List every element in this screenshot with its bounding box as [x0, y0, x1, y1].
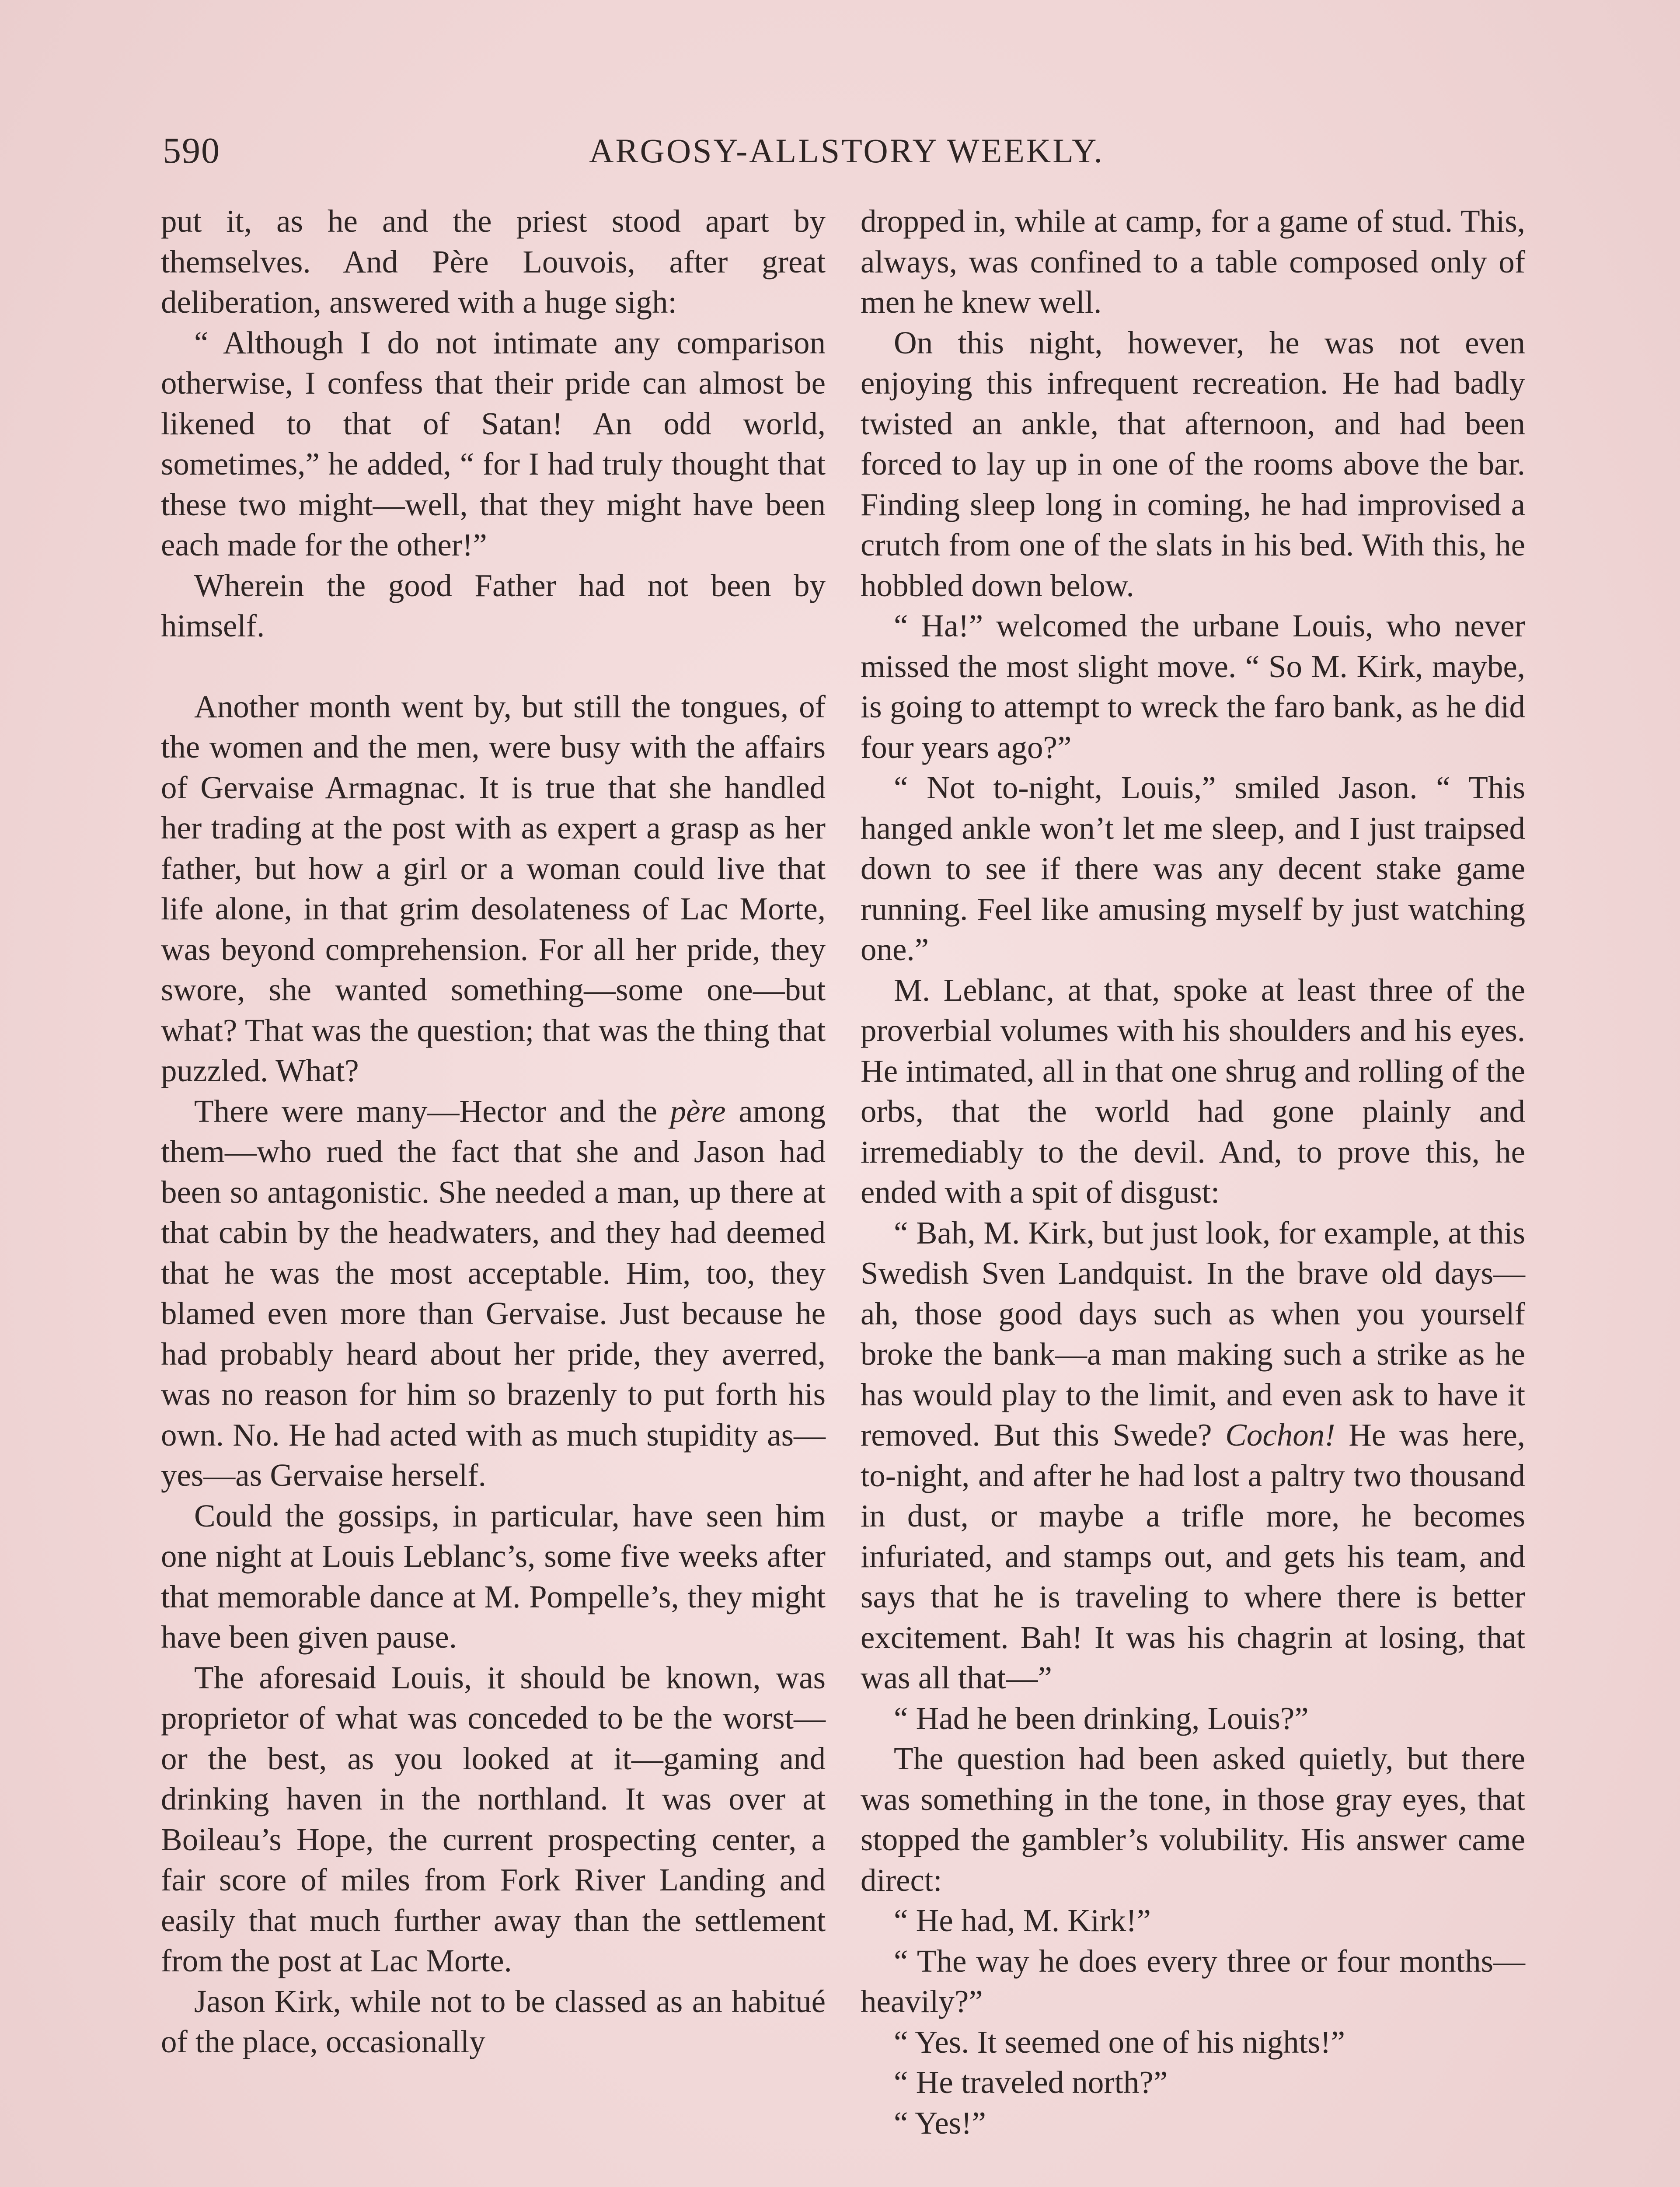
paragraph: Another month went by, but still the tongues, of the women and the men, were busy with the affairs of Gervaise Armagnac. It is true that she handled her trading at the post with as expert a grasp as her father, but how a girl or a woman could live that life alone, in that grim desolateness of Lac Morte, was beyond comprehension. For all her pride, they swore, she wanted something—some one—but what? That was the question; that was the thing that puzzled. What? [161, 688, 826, 1088]
paragraph: The aforesaid Louis, it should be known, was proprietor of what was conceded to be the worst—or the best, as you looked at it—gaming and drinking haven in the northland. It was over at Boileau’s Hope, the current prospecting center, a fair score of miles from Fork River Landing and easily that much further away than the settlement from the post at Lac Morte. [161, 1659, 826, 1978]
paragraph: M. Leblanc, at that, spoke at least three of the proverbial volumes with his shoulders and his eyes. He intimated, all in that one shrug and rolling of the orbs, that the world had gone plainly and irremediably to the devil. And, to prove this, he ended with a spit of disgust: [861, 972, 1525, 1210]
right-column [861, 201, 1525, 2143]
paragraph: “ Bah, M. Kirk, but just look, for example, at this Swedish Sven Landquist. In the brave old days—ah, those good days such as when you yourself broke the bank—a man making such a strike as he has would play to the limit, and even ask to have it removed. But this Swede? Cochon! He was here, to-night, and after he had lost a paltry two thousand in dust, or maybe a trifle more, he becomes infuriated, and stamps out, and gets his team, and says that he is traveling to where there is better excitement. Bah! It was his chagrin at losing, that was all that—” [861, 1215, 1526, 1695]
paragraph: “ Yes. It seemed one of his nights!” [894, 2024, 1345, 2060]
paragraph: put it, as he and the priest stood apart by themselves. And Père Louvois, after great deliberation, answered with a huge sigh: [161, 203, 826, 320]
paragraph: “ Ha!” welcomed the urbane Louis, who never missed the most slight move. “ So M. Kirk, maybe, is going to attempt to wreck the faro bank, as he did four years ago?” [861, 608, 1525, 765]
page-number: 590 [163, 130, 220, 171]
paragraph: “ Not to-night, Louis,” smiled Jason. “ This hanged ankle won’t let me sleep, and I just traipsed down to see if there was any decent stake game running. Feel like amusing myself by just watching one.” [861, 770, 1525, 967]
paragraph: On this night, however, he was not even enjoying this infrequent recreation. He had badly twisted an ankle, that afternoon, and had been forced to lay up in one of the rooms above the bar. Finding sleep long in coming, he had improvised a crutch from one of the slats in his bed. With this, he hobbled down below. [861, 325, 1525, 603]
running-title: ARGOSY-ALLSTORY WEEKLY. [589, 132, 1104, 170]
paragraph: “ Had he been drinking, Louis?” [894, 1700, 1309, 1736]
paragraph: Jason Kirk, while not to be classed as an habitué of the place, occasionally [161, 1983, 826, 2059]
paragraph: “ The way he does every three or four months—heavily?” [861, 1943, 1525, 2019]
italic-word: père [670, 1093, 726, 1129]
paragraph: Could the gossips, in particular, have seen him one night at Louis Leblanc’s, some five weeks after that memorable dance at M. Pompelle’s, they might have been given pause. [161, 1498, 826, 1655]
paragraph: The question had been asked quietly, but there was something in the tone, in those gray eyes, that stopped the gambler’s volubility. His answer came direct: [861, 1741, 1525, 1898]
italic-word: Cochon! [1225, 1417, 1335, 1453]
paragraph: There were many—Hector and the père among them—who rued the fact that she and Jason had been so antagonistic. She needed a man, up there at that cabin by the headwaters, and they had deemed that he was the most acceptable. Him, too, they blamed even more than Gervaise. Just because he had probably heard about her pride, they averred, was no reason for him so brazenly to put forth his own. No. He had acted with as much stupidity as—yes—as Gervaise herself. [161, 1093, 826, 1493]
page-header [163, 127, 1530, 175]
paragraph: Wherein the good Father had not been by himself. [161, 567, 826, 643]
paragraph: dropped in, while at camp, for a game of stud. This, always, was confined to a table composed only of men he knew well. [861, 203, 1525, 320]
left-column [161, 201, 826, 2062]
paragraph: “ Yes!” [894, 2105, 986, 2141]
paragraph: “ He traveled north?” [894, 2065, 1168, 2100]
paragraph: “ Although I do not intimate any comparison otherwise, I confess that their pride can almost be likened to that of Satan! An odd world, sometimes,” he added, “ for I had truly thought that these two might—well, that they might have been each made for the other!” [161, 325, 826, 562]
paragraph: “ He had, M. Kirk!” [894, 1903, 1151, 1938]
